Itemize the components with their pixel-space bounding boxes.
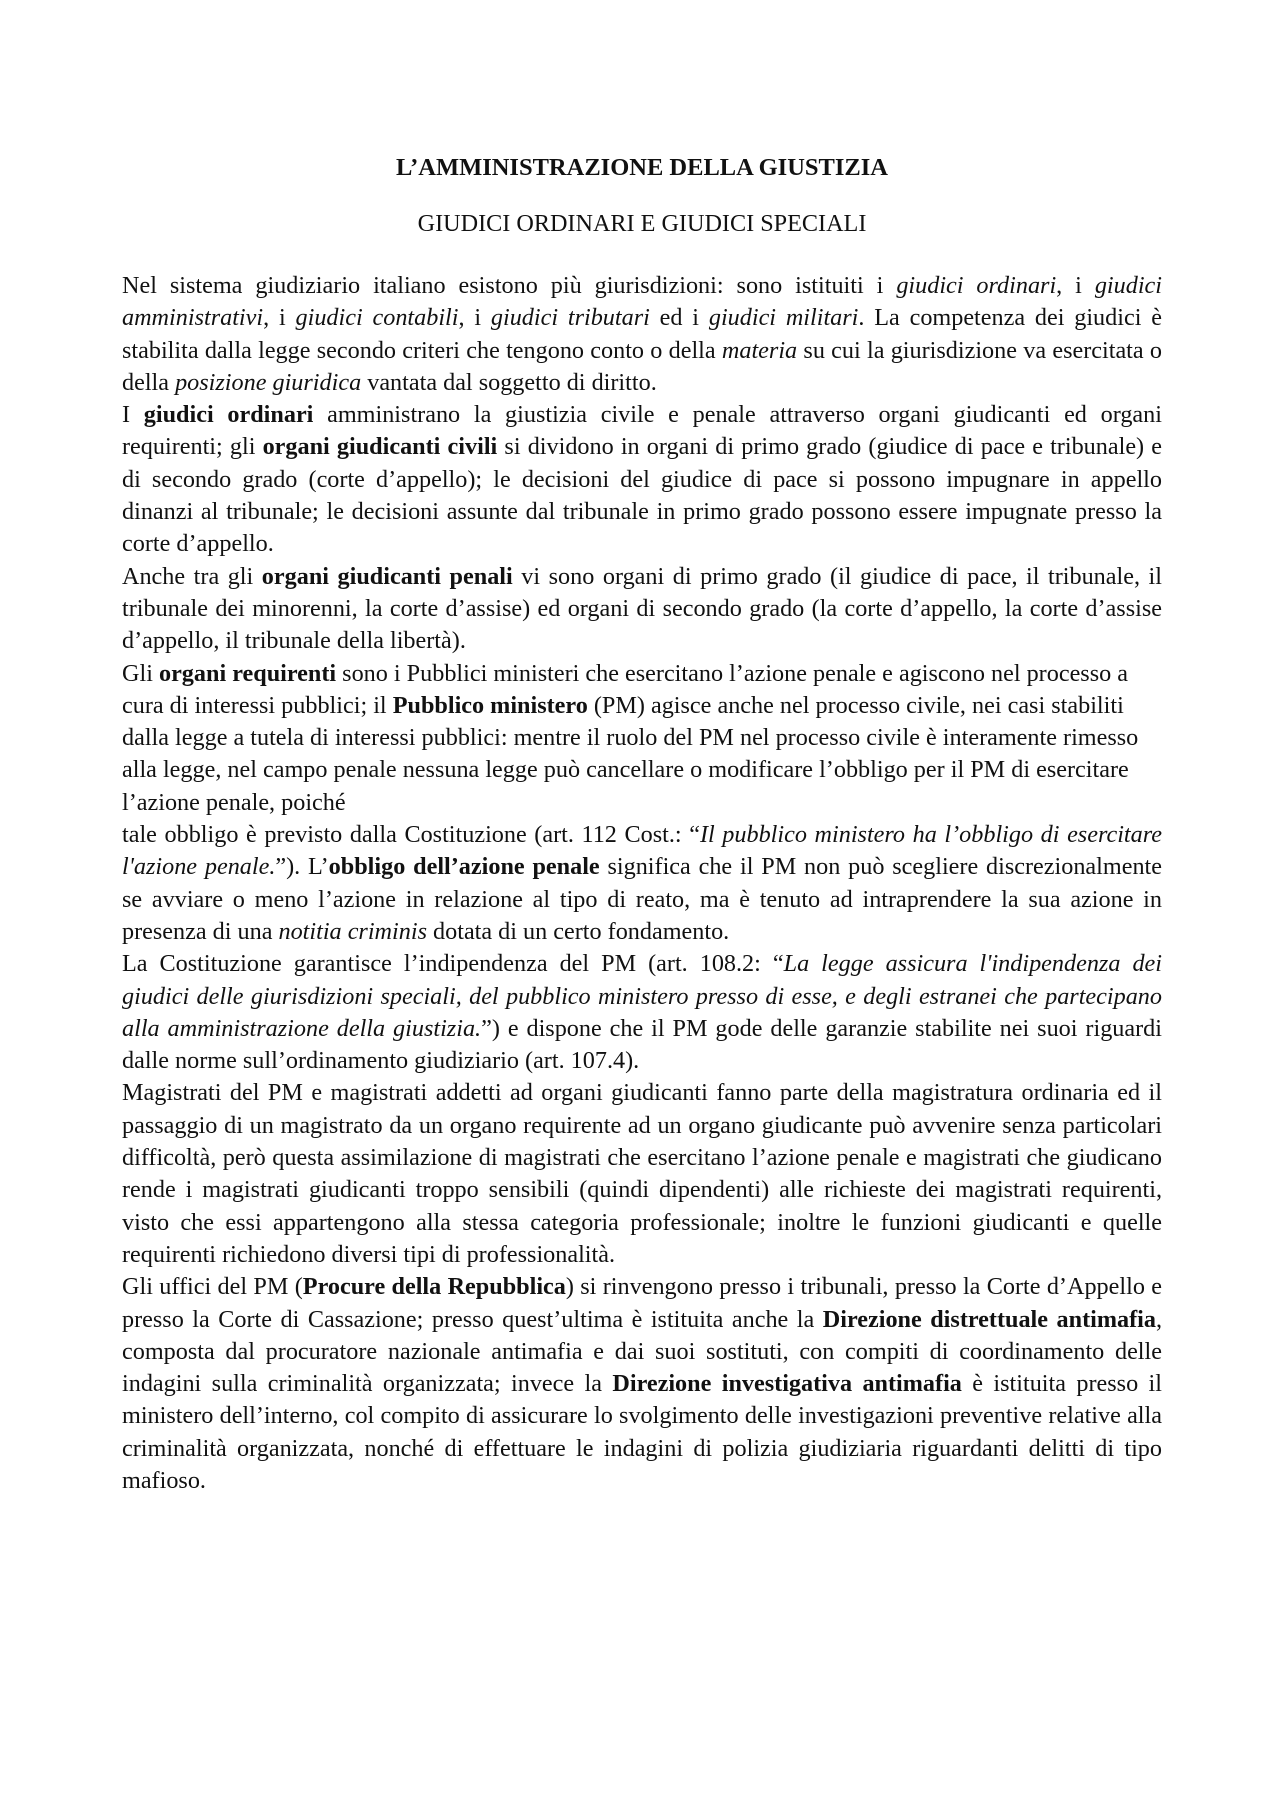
- body-paragraph: [122, 1271, 1162, 1497]
- paragraph-text: dotata di un certo fondamento.: [426, 917, 730, 945]
- paragraph-text: ed i: [649, 304, 709, 332]
- bold-term: organi giudicanti penali: [261, 562, 513, 590]
- bold-term: Pubblico ministero: [392, 691, 588, 719]
- body-paragraph: [122, 819, 1162, 948]
- paragraph-text: , i: [263, 304, 296, 332]
- bold-term: organi giudicanti civili: [262, 433, 498, 461]
- italic-term: La legge assicura l'indipendenza dei giudici delle giurisdizioni speciali, del pubblico ministero presso di esse, e degli estranei che partecipano alla amministrazione della giustizia.: [122, 950, 1162, 1042]
- paragraph-text: tale obbligo è previsto dalla Costituzione (art. 112 Cost.: “: [122, 821, 700, 849]
- paragraph-text: (PM) agisce anche nel processo civile, nei casi stabiliti dalla legge a tutela di interessi pubblici: mentre il ruolo del PM nel processo civile è interamente rimesso alla legge, nel campo penale nessuna legge può cancellare o modificare l’obbligo per il PM di esercitare l’azione penale, poiché: [122, 691, 1139, 816]
- paragraph-text: sono i Pubblici ministeri che esercitano l’azione penale e agiscono nel processo a cura di interessi pubblici; il: [122, 659, 1129, 719]
- italic-term: materia: [721, 336, 798, 364]
- paragraph-text: Magistrati del PM e magistrati addetti ad organi giudicanti fanno parte della magistratura ordinaria ed il passaggio di un magistrato da un organo requirente ad un organo giudicante può avvenire senza particolari difficoltà, però questa assimilazione di magistrati che esercitano l’azione penale e magistrati che giudicano rende i magistrati giudicanti troppo sensibili (quindi dipendenti) alle richieste dei magistrati requirenti, visto che essi appartengono alla stessa categoria professionale; inoltre le funzioni giudicanti e quelle requirenti richiedono diversi tipi di professionalità.: [122, 1079, 1162, 1268]
- italic-term: Il pubblico ministero ha l’obbligo di esercitare l'azione penale.: [122, 821, 1162, 881]
- paragraph-text: , composta dal procuratore nazionale antimafia e dai suoi sostituti, con compiti di coordinamento delle indagini sulla criminalità organizzata; invece la: [122, 1305, 1162, 1398]
- paragraph-text: Anche tra gli: [122, 562, 262, 590]
- italic-term: posizione giuridica: [175, 368, 362, 396]
- italic-term: giudici amministrativi: [122, 272, 1162, 332]
- body-paragraph: [122, 948, 1162, 1077]
- italic-term: giudici tributari: [490, 304, 650, 332]
- paragraph-text: è istituita presso il ministero dell’interno, col compito di assicurare lo svolgimento delle investigazioni preventive relative alla criminalità organizzata, nonché di effettuare le indagini di polizia giudiziaria riguardanti delitti di tipo mafioso.: [122, 1370, 1162, 1494]
- document-body: [122, 270, 1162, 1497]
- bold-term: organi requirenti: [158, 659, 337, 687]
- body-paragraph: [122, 1077, 1162, 1271]
- paragraph-text: si dividono in organi di primo grado (giudice di pace e tribunale) e di secondo grado (corte d’appello); le decisioni del giudice di pace si possono impugnare in appello dinanzi al tribunale; le decisioni assunte dal tribunale in primo grado possono essere impugnate presso la corte d’appello.: [122, 433, 1162, 558]
- body-paragraph: [122, 270, 1162, 399]
- paragraph-text: Gli: [122, 659, 159, 687]
- italic-term: giudici militari: [708, 304, 859, 332]
- paragraph-text: ”). L’: [275, 853, 329, 881]
- body-paragraph: [122, 658, 1162, 819]
- paragraph-text: I: [122, 401, 144, 429]
- document-title: L’AMMINISTRAZIONE DELLA GIUSTIZIA: [396, 154, 888, 181]
- paragraph-text: . La competenza dei giudici è stabilita dalla legge secondo criteri che tengono conto o della: [122, 304, 1162, 364]
- body-paragraph: [122, 399, 1162, 560]
- paragraph-text: , i: [1056, 272, 1095, 299]
- paragraph-text: amministrano la giustizia civile e penale attraverso organi giudicanti ed organi requirenti; gli: [122, 401, 1162, 461]
- paragraph-text: ) si rinvengono presso i tribunali, presso la Corte d’Appello e presso la Corte di Cassazione; presso quest’ultima è istituita anche la: [122, 1273, 1162, 1333]
- paragraph-text: su cui la giurisdizione va esercitata o della: [122, 336, 1162, 396]
- paragraph-text: significa che il PM non può scegliere discrezionalmente se avviare o meno l’azione in relazione al tipo di reato, ma è tenuto ad intraprendere la sua azione in presenza di una: [122, 853, 1162, 945]
- paragraph-text: , i: [458, 304, 491, 332]
- paragraph-text: Nel sistema giudiziario italiano esistono più giurisdizioni: sono istituiti i: [122, 272, 897, 299]
- bold-term: giudici ordinari: [143, 401, 314, 429]
- document-page: [122, 152, 1162, 1497]
- document-subtitle: GIUDICI ORDINARI E GIUDICI SPECIALI: [417, 210, 867, 237]
- body-paragraph: [122, 561, 1162, 658]
- paragraph-text: La Costituzione garantisce l’indipendenza del PM (art. 108.2: “: [122, 950, 784, 978]
- paragraph-text: ”) e dispone che il PM gode delle garanzie stabilite nei suoi riguardi dalle norme sull’ordinamento giudiziario (art. 107.4).: [122, 1014, 1162, 1075]
- italic-term: giudici contabili: [295, 304, 459, 332]
- bold-term: Procure della Repubblica: [302, 1273, 566, 1301]
- paragraph-text: vi sono organi di primo grado (il giudice di pace, il tribunale, il tribunale dei minorenni, la corte d’assise) ed organi di secondo grado (la corte d’appello, la corte d’assise d’appello, il tribunale della libertà).: [122, 562, 1162, 655]
- bold-term: Direzione distrettuale antimafia: [822, 1305, 1156, 1333]
- bold-term: obbligo dell’azione penale: [328, 853, 600, 881]
- bold-term: Direzione investigativa antimafia: [612, 1370, 962, 1398]
- italic-term: giudici ordinari: [896, 272, 1057, 299]
- paragraph-text: vantata dal soggetto di diritto.: [361, 368, 657, 396]
- paragraph-text: Gli uffici del PM (: [122, 1273, 303, 1301]
- italic-term: notitia criminis: [278, 917, 427, 945]
